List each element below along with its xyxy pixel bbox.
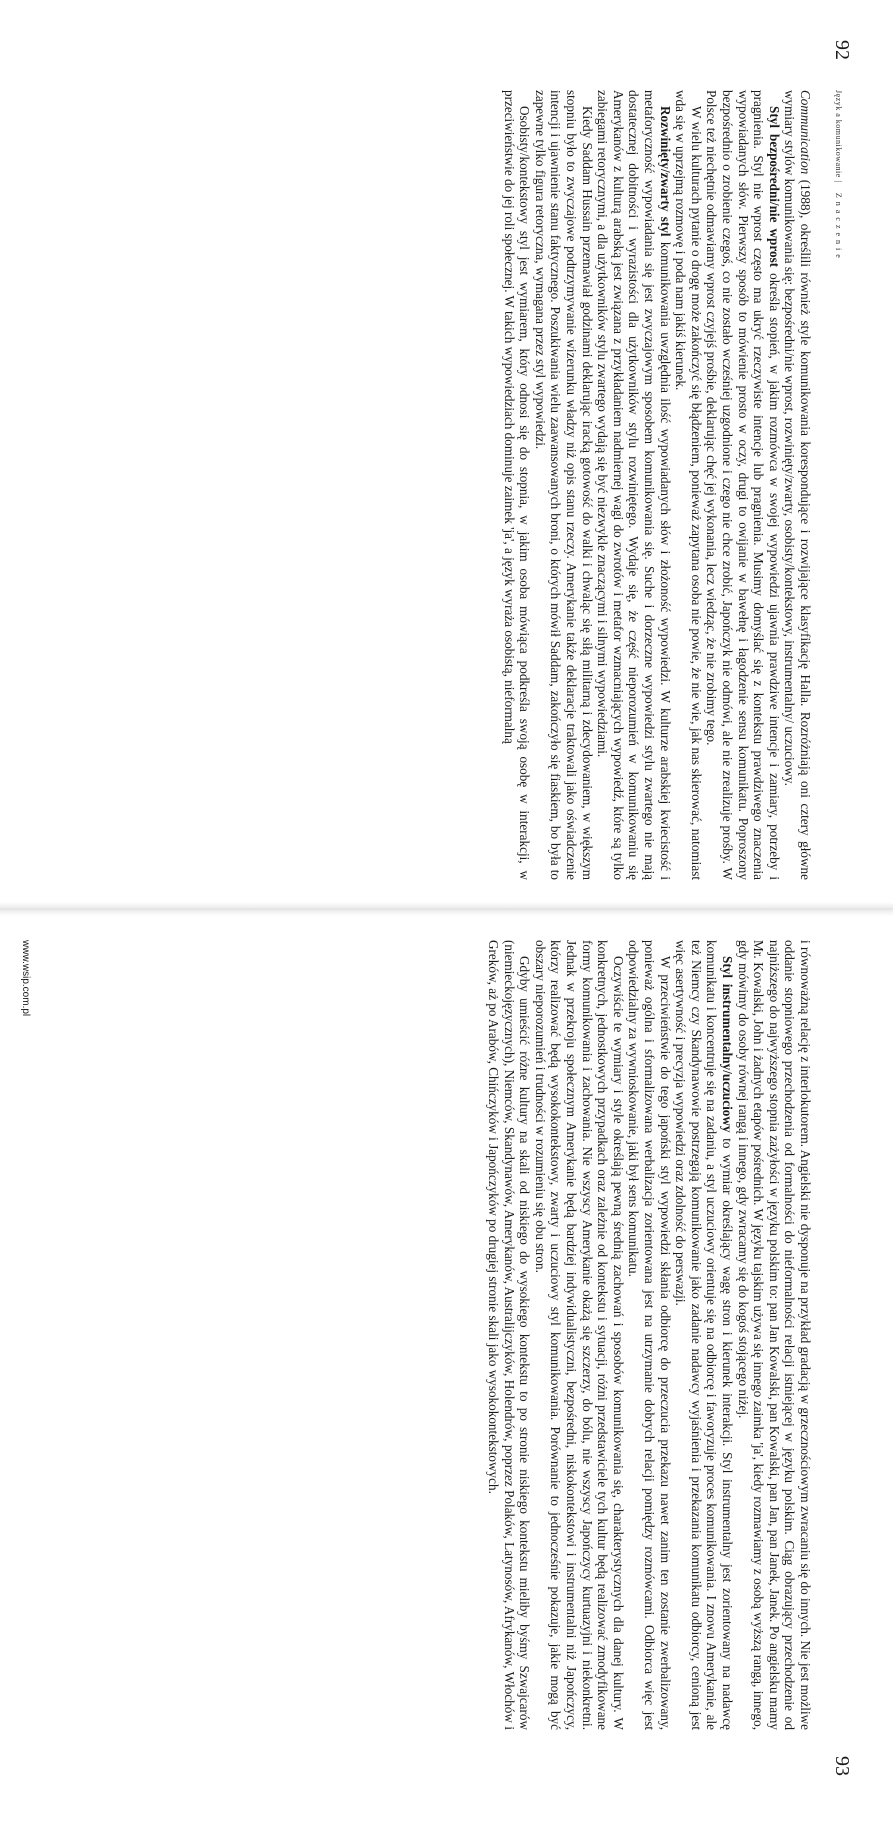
right-page <box>0 920 893 1836</box>
paragraph: i równoważną relację z interlokutorem. Angielski nie dysponuje na przykład gradacją w grzecznościowym zwracaniu się do innych. Nie jest możliwe oddanie stopniowego przechodzenia od formalności do nieformalności relacji istniejącej w języku polskim. Ciąg obrazujący przechodzenie od najniższego do najwyższego stopnia zażyłości w języku polskim to: pan Jan Kowalski, pan Kowalski, pan Jan, pan Janek, Janek. Po angielsku mamy Mr. Kowalski, John i żadnych etapów pośrednich. W języku tajskim używa się innego zaimka 'ja', kiedy rozmawiamy z osobą wyższą rangą, innego, gdy mówimy do osoby równej rangą i innego, gdy zwracamy się do kogoś stojącego niżej. <box>735 940 813 1730</box>
paragraph: Communication (1988), określili również style komunikowania korespondujące i rozwijające klasyfikację Halla. Rozróżniają oni cztery główne wymiary stylów komunikowania się: bezpośredni/nie wprost, rozwinięty/zwarty, osobisty/kontekstowy, instrumentalny/ uczuciowy. <box>782 90 813 880</box>
running-head <box>834 90 843 262</box>
paragraph: Styl instrumentalny/uczuciowy to wymiar określający wagę stron i kierunek interakcji. Styl instrumentalny jest zorientowany na nadawcę komunikatu i koncentruje się na zadaniu, a styl uczuciowy orientuje się na odbiorcę i faworyzuje proces komunikowania. I znowu Amerykanie, ale też Niemcy czy Skandynawowie postrzegają komunikowanie jako zadanie nadawcy wyjaśnienia i przekazania komunikatu odbiorcy, cenioną jest więc asertywność i precyzja wypowiedzi oraz zdolność do perswazji. <box>673 940 736 1730</box>
paragraph: Oczywiście te wymiary i style określają pewną średnią zachowań i sposobów komunikowania się, charakterystycznych dla danej kultury. W konkretnych, jednostkowych przypadkach oraz zależnie od kontekstu i sytuacji, różni przedstawiciele tych kultur będą realizować zmodyfikowane formy komunikowania i zachowania. Nie wszyscy Amerykanie okażą się szczerzy, do bólu, nie wszyscy Japończycy kurtuazyjni i niekonkretni. Jednak w przekroju społecznym Amerykanie będą bardziej indywidualistyczni, bezpośredni, niskokontekstowi i instrumentalni niż Japończycy, którzy realizować będą wysokokontekstowy, zwarty i uczuciowy styl komunikowania. Porównanie to jednocześnie pokazuje, jakie mogą być obszary nieporozumień i trudności w rozumieniu się obu stron. <box>532 940 626 1730</box>
paragraph: Kiedy Saddam Hussain przemawiał godzinami deklarując iracką gotowość do walki i chwaląc się siłą militarną i zdecydowaniem, w większym stopniu było to zwyczajowe podtrzymywanie wizerunku władzy niż opis stanu rzeczy. Amerykanie także deklaracje traktowali jako oświadczenie intencji i ujawnienie stanu faktycznego. Poszukiwania wielu zaawansowanych broni, o których mówił Saddam, zakończyło się fiaskiem, bo była to zapewne tylko figura retoryczna, wymagana przez styl wypowiedzi. <box>532 90 595 880</box>
page-number-left: 92 <box>831 40 853 60</box>
running-head-title: Język a komunikowanie <box>834 90 843 178</box>
paragraph: Styl bezpośredni/nie wprost określa stopień, w jakim rozmówca w swojej wypowiedzi ujawnia prawdziwe intencje i zamiary, potrzeby i pragnienia. Styl nie wprost często ma ukryć rzeczywiste intencje lub pragnienia. Musimy domyślać się z kontekstu prawdziwego znaczenia wypowiadanych słów. Pierwszy sposób to mówienie prosto w oczy, drugi to owijanie w bawełnę i łagodzenie sensu komunikatu. Poproszony bezpośrednio o zrobienie czegoś, co nie zostało wcześniej uzgodnione i czego nie chce zrobić, Japończyk nie odmówi, ale nie zrealizuje prośby. W Polsce też niechętnie odmawiamy wprost czyjejś prośbie, deklarując chęć jej wykonania, lecz wiedząc, że nie zrobimy tego. <box>704 90 782 880</box>
paragraph: W wielu kulturach pytanie o drogę może zakończyć się błądzeniem, ponieważ zapytana osoba nie powie, że nie wie, jak nas skierować, natomiast wda się w uprzejmą rozmowę i poda nam jakiś kierunek. <box>673 90 704 880</box>
running-head-section: Znaczenie <box>834 192 843 262</box>
paragraph: Rozwinięty/zwarty styl komunikowania uwzględnia ilość wypowiadanych słów i złożoność wypowiedzi. W kulturze arabskiej kwiecistość i metaforyczność wypowiadania się jest zwyczajowym sposobem komunikowania się. Suche i dorzeczne wypowiedzi stylu zwartego nie mają dostatecznej dobitności i wyrazistości dla użytkowników stylu rozwiniętego. Wydaje się, że część nieporozumień w komunikowaniu się Amerykanów z kulturą arabską jest związana z przykładaniem nadmiernej wagi do zwrotów i metafor wzmacniających wypowiedź, które są tylko zabiegami retorycznymi, a dla użytkowników stylu zwartego wydają się być niezwykle znaczącymi i silnymi wypowiedziami. <box>595 90 673 881</box>
footer-url[interactable]: www.wsip.com.pl <box>20 940 31 1017</box>
paragraph: W przeciwieństwie do tego japoński styl wypowiedzi skłania odbiorcę do przeczucia przekazu nawet zanim ten zostanie zwerbalizowany, ponieważ ogólna i sformalizowana werbalizacja zorientowana jest na utrzymanie dobrych relacji pomiędzy rozmówcami. Odbiorca więc jest odpowiedzialny za wywnioskowanie, jaki był sens komunikatu. <box>626 940 673 1730</box>
left-page <box>0 0 893 900</box>
right-text-column <box>486 940 813 1730</box>
page-number-right: 93 <box>831 1756 853 1776</box>
book-gutter <box>0 902 893 916</box>
paragraph: Osobisty/kontekstowy styl jest wymiarem, który odnosi się do stopnia, w jakim osoba mówiąca podkreśla swoją osobę w interakcji, w przeciwieństwie do jej roli społecznej. W takich wypowiedziach dominuje zaimek 'ja', a język wyraża osobistą, nieformalną <box>501 90 533 880</box>
running-head-separator: | <box>834 180 843 183</box>
paragraph: Gdyby umieścić różne kultury na skali od niskiego do wysokiego kontekstu to po stronie niskiego kontekstu mieliby byśmy Szwajcarów (niemieckojęzycznych), Niemców, Skandynawów, Amerykanów, Australijczyków, Holendrów, poprzez Polaków, Latynosów, Afrykanów, Włochów i Greków, aż po Arabów, Chińczyków i Japończyków po drugiej stronie skali jako wysokokontekstowych. <box>486 940 533 1730</box>
left-text-column <box>501 90 813 880</box>
